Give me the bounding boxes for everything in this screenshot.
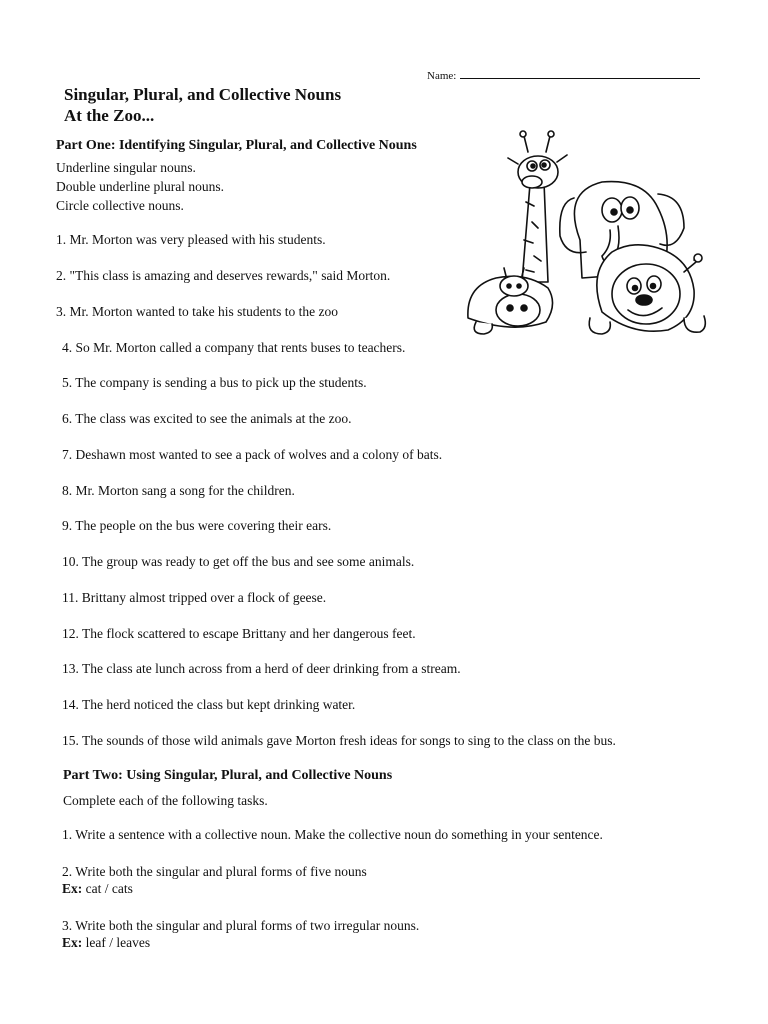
sentence-item-8: 8. Mr. Morton sang a song for the children. [62,483,295,498]
sentence-item-13: 13. The class ate lunch across from a herd of deer drinking from a stream. [62,661,461,676]
task-3: 3. Write both the singular and plural forms of two irregular nouns. [62,918,420,933]
sentence-item-10: 10. The group was ready to get off the bus and see some animals. [62,554,415,569]
sentence-item-3: 3. Mr. Morton wanted to take his students to the zoo [56,304,338,319]
name-blank-line[interactable] [460,68,700,79]
worksheet-subtitle: At the Zoo... [64,106,155,125]
instruction-singular: Underline singular nouns. [56,160,196,175]
sentence-item-9: 9. The people on the bus were covering their ears. [62,518,332,533]
sentence-item-2: 2. "This class is amazing and deserves rewards," said Morton. [56,268,391,283]
part-two-intro: Complete each of the following tasks. [63,793,268,808]
example-label: Ex: [62,935,83,950]
sentence-item-6: 6. The class was excited to see the animals at the zoo. [62,411,352,426]
part-one-heading: Part One: Identifying Singular, Plural, and Collective Nouns [56,138,417,153]
worksheet-title: Singular, Plural, and Collective Nouns [64,85,342,104]
example-label: Ex: [62,881,83,896]
example-value: leaf / leaves [85,935,151,950]
sentence-item-14: 14. The herd noticed the class but kept drinking water. [62,697,356,712]
task-2-example [62,881,133,897]
sentence-item-5: 5. The company is sending a bus to pick up the students. [62,375,367,390]
sentence-item-11: 11. Brittany almost tripped over a flock of geese. [62,590,327,605]
part-two-heading: Part Two: Using Singular, Plural, and Collective Nouns [63,768,393,783]
sentence-item-15: 15. The sounds of those wild animals gave Morton fresh ideas for songs to sing to the class on the bus. [62,733,616,748]
name-label: Name: [427,70,457,82]
paw-icon [684,316,705,332]
example-value: cat / cats [85,881,133,896]
instruction-plural: Double underline plural nouns. [56,179,224,194]
task-1: 1. Write a sentence with a collective noun. Make the collective noun do something in your sentence. [62,827,603,842]
giraffe-icon [508,131,567,282]
sentence-item-12: 12. The flock scattered to escape Brittany and her dangerous feet. [62,626,416,641]
sentence-item-1: 1. Mr. Morton was very pleased with his students. [56,232,326,247]
task-2: 2. Write both the singular and plural forms of five nouns [62,864,367,879]
sentence-item-4: 4. So Mr. Morton called a company that rents buses to teachers. [62,340,406,355]
sentence-item-7: 7. Deshawn most wanted to see a pack of wolves and a colony of bats. [62,447,443,462]
zoo-animals-illustration-icon [462,122,732,338]
name-field [427,68,700,82]
task-3-example [62,935,150,951]
instruction-collective: Circle collective nouns. [56,198,184,213]
paw-icon [589,318,610,334]
